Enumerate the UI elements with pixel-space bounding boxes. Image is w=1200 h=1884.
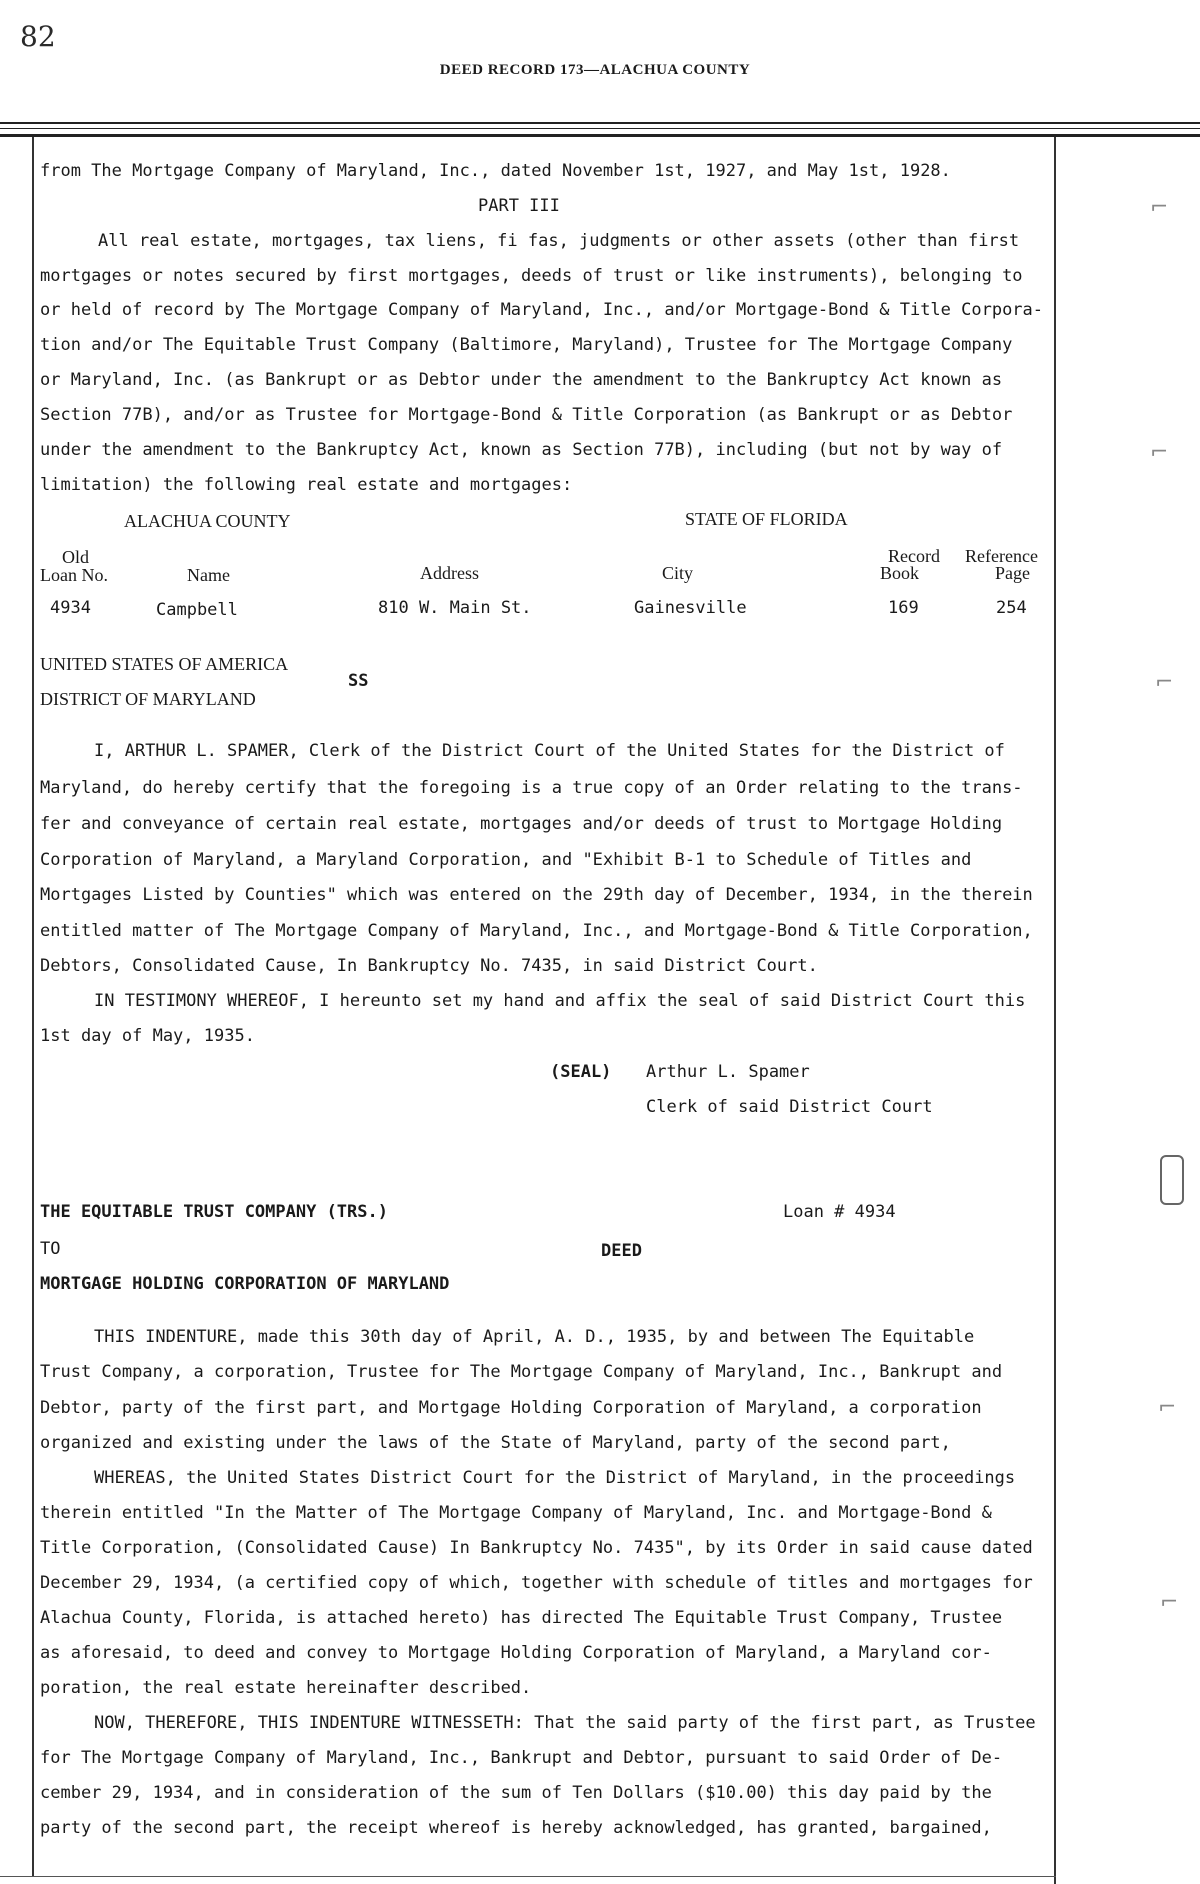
header-rule	[0, 134, 1200, 137]
certificate-line: fer and conveyance of certain real estate, mortgages and/or deeds of trust to Mortgage Holding	[40, 814, 1003, 834]
deed-line: WHEREAS, the United States District Court for the District of Maryland, in the proceedings	[94, 1468, 1016, 1488]
binder-hole	[1160, 1155, 1184, 1205]
county-label: ALACHUA COUNTY	[124, 511, 291, 531]
margin-bracket-icon: ⌐	[1150, 440, 1169, 465]
left-margin-line	[32, 137, 34, 1877]
seal-mark: (SEAL)	[550, 1062, 612, 1082]
certificate-line: Corporation of Maryland, a Maryland Corporation, and "Exhibit B-1 to Schedule of Titles and	[40, 850, 972, 870]
deed-line: Title Corporation, (Consolidated Cause) In Bankruptcy No. 7435", by its Order in said cause dated	[40, 1538, 1033, 1558]
deed-to: TO	[40, 1239, 61, 1259]
right-margin-line	[1054, 137, 1056, 1884]
deed-grantee: MORTGAGE HOLDING CORPORATION OF MARYLAND	[40, 1274, 450, 1294]
margin-bracket-icon: ⌐	[1155, 670, 1174, 695]
deed-line: Alachua County, Florida, is attached hereto) has directed The Equitable Trust Company, Trustee	[40, 1608, 1003, 1628]
deed-line: December 29, 1934, (a certified copy of which, together with schedule of titles and mortgages for	[40, 1573, 1033, 1593]
table-header-address: Address	[420, 563, 479, 583]
part3-line: mortgages or notes secured by first mortgages, deeds of trust or like instruments), belonging to	[40, 266, 1023, 286]
table-header-city: City	[662, 563, 694, 583]
venue-line: DISTRICT OF MARYLAND	[40, 689, 256, 709]
state-label: STATE OF FLORIDA	[685, 509, 848, 529]
part3-line: under the amendment to the Bankruptcy Act, known as Section 77B), including (but not by way of	[40, 440, 1003, 460]
deed-line: cember 29, 1934, and in consideration of the sum of Ten Dollars ($10.00) this day paid by the	[40, 1783, 992, 1803]
table-header-book: Book	[880, 563, 920, 583]
certificate-line: entitled matter of The Mortgage Company of Maryland, Inc., and Mortgage-Bond & Title Corporation,	[40, 921, 1033, 941]
part3-line: tion and/or The Equitable Trust Company (Baltimore, Maryland), Trustee for The Mortgage Company	[40, 335, 1013, 355]
deed-line: therein entitled "In the Matter of The Mortgage Company of Maryland, Inc. and Mortgage-Bond &	[40, 1503, 992, 1523]
table-cell-name: Campbell	[156, 600, 238, 620]
signer-title: Clerk of said District Court	[646, 1097, 933, 1117]
part3-first-line: from The Mortgage Company of Maryland, Inc., dated November 1st, 1927, and May 1st, 1928.	[40, 161, 951, 181]
certificate-line: I, ARTHUR L. SPAMER, Clerk of the District Court of the United States for the District of	[94, 741, 1005, 761]
deed-line: Debtor, party of the first part, and Mortgage Holding Corporation of Maryland, a corporation	[40, 1398, 982, 1418]
deed-loan-ref: Loan # 4934	[783, 1202, 896, 1222]
page-header: DEED RECORD 173—ALACHUA COUNTY	[439, 62, 751, 78]
deed-line: THIS INDENTURE, made this 30th day of April, A. D., 1935, by and between The Equitable	[94, 1327, 975, 1347]
signer-name: Arthur L. Spamer	[646, 1062, 810, 1082]
part3-line: or Maryland, Inc. (as Bankrupt or as Debtor under the amendment to the Bankruptcy Act known as	[40, 370, 1003, 390]
margin-bracket-icon: ⌐	[1150, 195, 1169, 220]
testimony-line: 1st day of May, 1935.	[40, 1026, 255, 1046]
certificate-line: Maryland, do hereby certify that the foregoing is a true copy of an Order relating to the trans-	[40, 778, 1023, 798]
margin-bracket-icon: ⌐	[1160, 1590, 1179, 1615]
certificate-line: Debtors, Consolidated Cause, In Bankruptcy No. 7435, in said District Court.	[40, 956, 818, 976]
deed-line: Trust Company, a corporation, Trustee for The Mortgage Company of Maryland, Inc., Bankrupt and	[40, 1362, 1003, 1382]
table-cell-address: 810 W. Main St.	[378, 598, 532, 618]
deed-line: organized and existing under the laws of the State of Maryland, party of the second part,	[40, 1433, 951, 1453]
deed-line: as aforesaid, to deed and convey to Mortgage Holding Corporation of Maryland, a Maryland cor-	[40, 1643, 992, 1663]
part3-heading: PART III	[478, 196, 560, 216]
part3-line: or held of record by The Mortgage Company of Maryland, Inc., and/or Mortgage-Bond & Title Corpora-	[40, 300, 1044, 320]
header-rule	[0, 122, 1200, 124]
header-rule	[0, 128, 1200, 129]
table-cell-loan-no: 4934	[50, 598, 91, 618]
margin-bracket-icon: ⌐	[1158, 1395, 1177, 1420]
table-cell-book: 169	[888, 598, 919, 618]
part3-line: limitation) the following real estate and mortgages:	[40, 475, 573, 495]
table-cell-page: 254	[996, 598, 1027, 618]
certificate-line: Mortgages Listed by Counties" which was entered on the 29th day of December, 1934, in the therein	[40, 885, 1033, 905]
deed-line: for The Mortgage Company of Maryland, Inc., Bankrupt and Debtor, pursuant to said Order of De-	[40, 1748, 1003, 1768]
ss-mark: SS	[348, 671, 369, 691]
page-number: 82	[20, 20, 56, 53]
deed-grantor: THE EQUITABLE TRUST COMPANY (TRS.)	[40, 1202, 388, 1222]
deed-line: NOW, THEREFORE, THIS INDENTURE WITNESSETH: That the said party of the first part, as Trustee	[94, 1713, 1036, 1733]
table-header-name: Name	[187, 565, 230, 585]
table-header-old: Old	[62, 547, 89, 567]
table-cell-city: Gainesville	[634, 598, 747, 618]
table-header-reference: Reference	[965, 546, 1038, 566]
table-header-record: Record	[888, 546, 940, 566]
part3-line: All real estate, mortgages, tax liens, fi fas, judgments or other assets (other than first	[98, 231, 1020, 251]
deed-line: party of the second part, the receipt whereof is hereby acknowledged, has granted, bargained,	[40, 1818, 992, 1838]
table-header-page: Page	[995, 563, 1030, 583]
deed-line: poration, the real estate hereinafter described.	[40, 1678, 532, 1698]
venue-line: UNITED STATES OF AMERICA	[40, 654, 289, 674]
deed-type: DEED	[601, 1241, 642, 1261]
bottom-edge-line	[0, 1876, 1056, 1877]
table-header-loan-no: Loan No.	[40, 565, 108, 585]
testimony-line: IN TESTIMONY WHEREOF, I hereunto set my hand and affix the seal of said District Court this	[94, 991, 1026, 1011]
part3-line: Section 77B), and/or as Trustee for Mortgage-Bond & Title Corporation (as Bankrupt or as Debtor	[40, 405, 1013, 425]
